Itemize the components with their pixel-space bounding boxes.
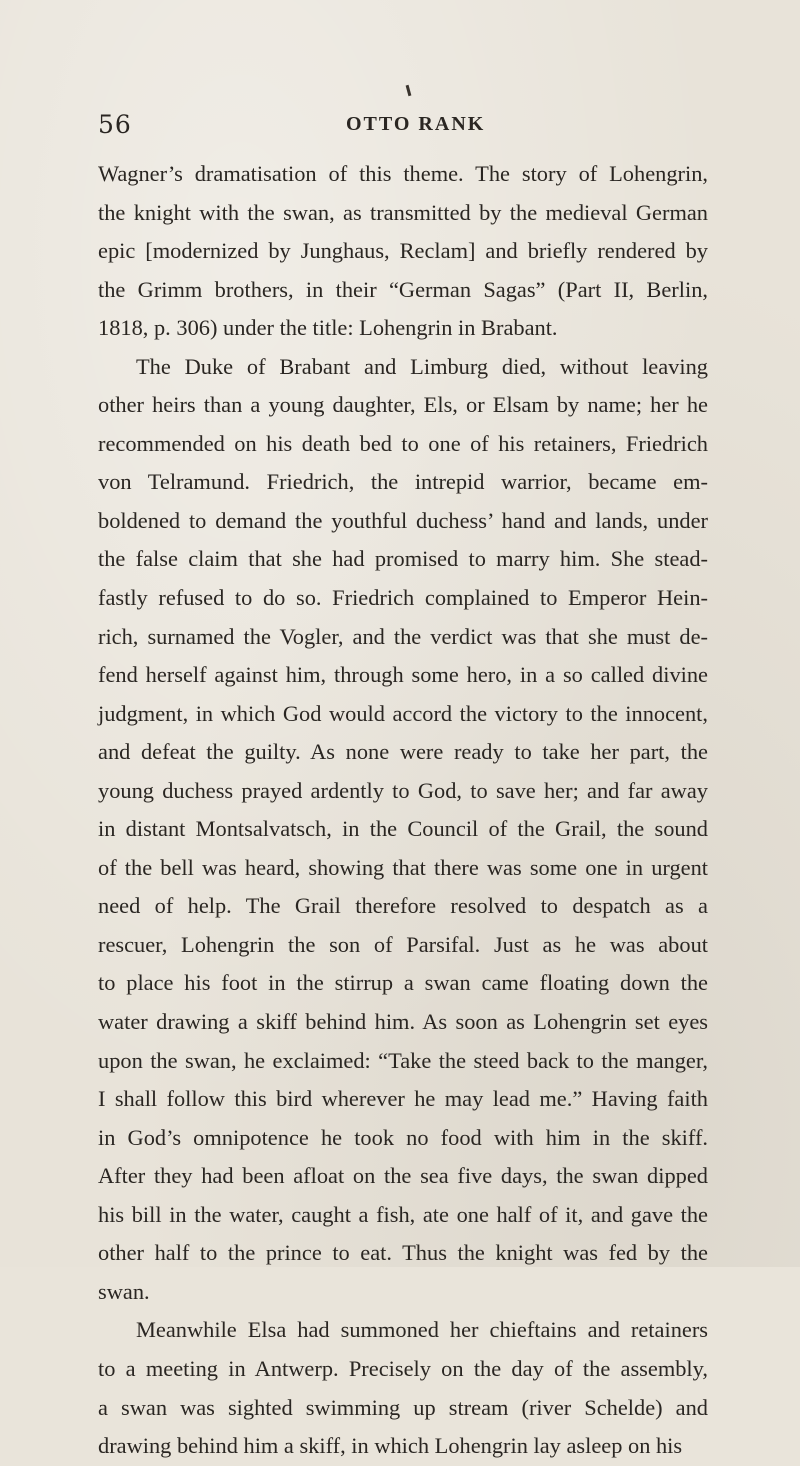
text-line: to place his foot in the stirrup a swan came floating down the [98,970,708,996]
text-line: epic [modernized by Junghaus, Reclam] and briefly rendered by [98,238,708,264]
text-line: of the bell was heard, showing that there was some one in urgent [98,854,708,880]
text-line: rescuer, Lohengrin the son of Parsifal. Just as he was about [98,931,708,957]
text-line: to a meeting in Antwerp. Precisely on the day of the assembly, [98,1355,708,1381]
text-line: After they had been afloat on the sea five days, the swan dipped [98,1163,708,1189]
body-text [98,155,708,1466]
running-head: OTTO RANK [346,113,486,135]
text-line: 1818, p. 306) under the title: Lohengrin in Brabant. [98,315,558,341]
page-header [98,110,708,150]
text-line: other half to the prince to eat. Thus the knight was fed by the [98,1240,708,1266]
text-line: fend herself against him, through some hero, in a so called divine [98,662,708,688]
ink-mark [406,85,412,96]
text-line: water drawing a skiff behind him. As soon as Lohengrin set eyes [98,1009,708,1035]
text-line: recommended on his death bed to one of his retainers, Friedrich [98,430,708,456]
page-number: 56 [98,110,132,139]
text-line: Meanwhile Elsa had summoned her chieftains and retainers [136,1317,708,1343]
text-line: his bill in the water, caught a fish, ate one half of it, and gave the [98,1201,708,1227]
text-line: the knight with the swan, as transmitted by the medieval German [98,199,708,225]
text-line: rich, surnamed the Vogler, and the verdict was that she must de- [98,623,708,649]
text-line: boldened to demand the youthful duchess’ hand and lands, under [98,507,708,533]
text-line: judgment, in which God would accord the victory to the innocent, [98,700,708,726]
text-line: and defeat the guilty. As none were ready to take her part, the [98,739,708,765]
text-line: fastly refused to do so. Friedrich complained to Emperor Hein- [98,585,708,611]
text-line: the false claim that she had promised to marry him. She stead- [98,546,708,572]
text-line: other heirs than a young daughter, Els, or Elsam by name; her he [98,392,708,418]
text-line: need of help. The Grail therefore resolved to despatch as a [98,893,708,919]
text-line: the Grimm brothers, in their “German Sagas” (Part II, Berlin, [98,276,708,302]
text-line: upon the swan, he exclaimed: “Take the steed back to the manger, [98,1047,708,1073]
text-line: Wagner’s dramatisation of this theme. The story of Lohengrin, [98,161,708,186]
text-line: von Telramund. Friedrich, the intrepid warrior, became em- [98,469,708,495]
text-line: drawing behind him a skiff, in which Lohengrin lay asleep on his [98,1433,683,1459]
text-line: in distant Montsalvatsch, in the Council of the Grail, the sound [98,816,708,842]
text-line: a swan was sighted swimming up stream (river Schelde) and [98,1394,708,1420]
text-line: swan. [98,1278,150,1304]
text-line: young duchess prayed ardently to God, to save her; and far away [98,777,708,803]
paragraph [98,155,708,348]
text-line: The Duke of Brabant and Limburg died, without leaving [136,353,708,379]
text-line: in God’s omnipotence he took no food with him in the skiff. [98,1124,708,1150]
paragraph [98,1311,708,1465]
text-line: I shall follow this bird wherever he may lead me.” Having faith [98,1086,708,1112]
paragraph [98,348,708,1312]
